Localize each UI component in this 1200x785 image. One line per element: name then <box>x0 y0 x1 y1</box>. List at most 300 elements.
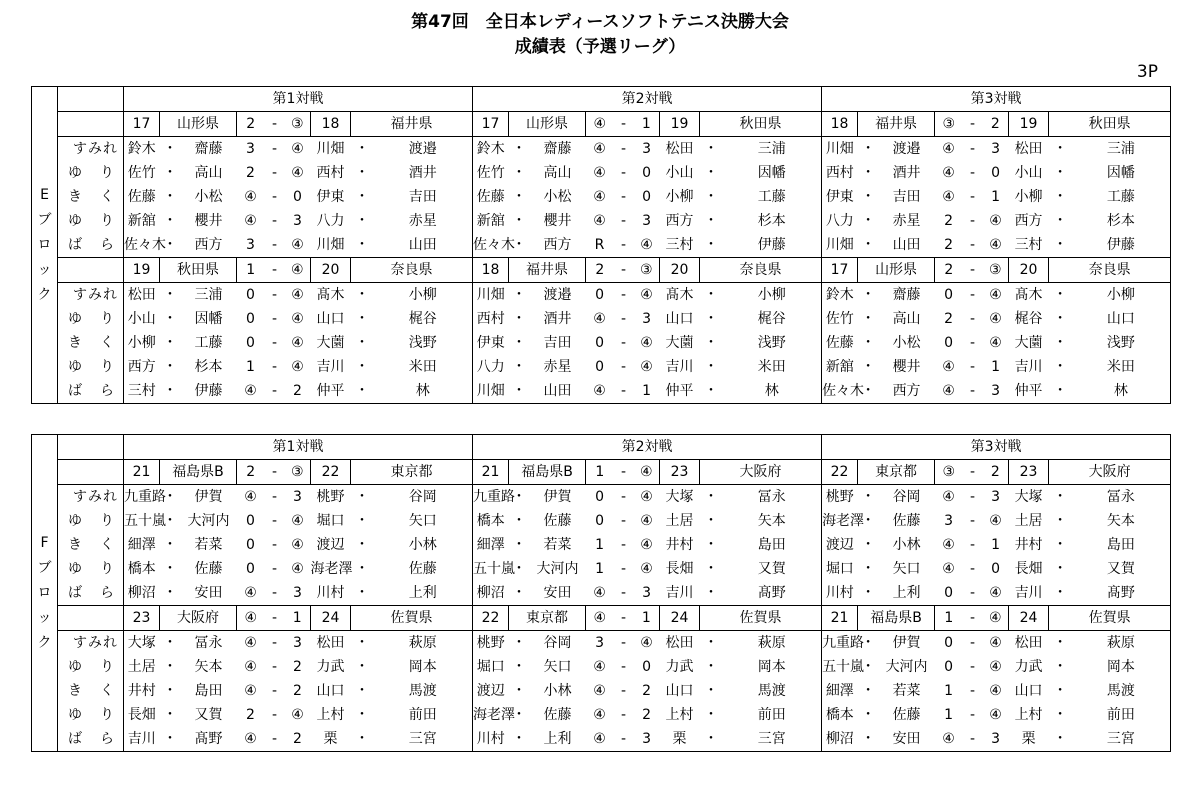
player-name-left-1: 西村 <box>473 307 509 331</box>
team-number-right: 20 <box>311 258 351 283</box>
player-name-left-2: 若菜 <box>194 537 223 553</box>
pair-dot: ・ <box>861 165 876 181</box>
block-label-char: ク <box>37 286 52 303</box>
pair-dot: ・ <box>704 311 719 327</box>
page-subtitle: 成績表（予選リーグ） <box>514 37 686 57</box>
player-row <box>32 379 1171 404</box>
player-name-left-1: 桃野 <box>473 631 509 656</box>
team-number-left: 17 <box>473 112 509 137</box>
team-name-right: 秋田県 <box>1049 112 1171 137</box>
player-name-left-2: 高山 <box>194 165 223 181</box>
position-label: ゆ り <box>58 703 124 727</box>
game-score-left: 2 <box>246 165 255 181</box>
game-score-left: 1 <box>944 683 954 699</box>
player-name-right-1: 山口 <box>665 311 694 327</box>
pair-dot: ・ <box>509 631 530 656</box>
game-score-left: 0 <box>586 283 614 308</box>
player-name-right-1: 伊東 <box>316 189 345 205</box>
position-label: ば ら <box>58 727 124 752</box>
player-name-right-2: 林 <box>374 379 473 404</box>
game-score-right: ④ <box>640 359 653 375</box>
pair-dot: ・ <box>861 311 876 327</box>
team-score-right: 2 <box>983 460 1009 485</box>
game-score-right: ④ <box>291 165 304 181</box>
pair-dot: ・ <box>861 537 876 553</box>
score-dash: - <box>614 460 634 485</box>
game-score-right: ④ <box>983 283 1009 308</box>
pair-dot: ・ <box>700 485 723 510</box>
player-name-right-1: 仲平 <box>311 379 351 404</box>
player-name-right-1: 小柳 <box>665 189 694 205</box>
player-name-left-2: 高山 <box>892 311 921 327</box>
game-score-right: 3 <box>285 581 311 606</box>
player-name-right-1: 小山 <box>665 165 694 181</box>
pair-dot: ・ <box>509 581 530 606</box>
player-row <box>32 533 1171 557</box>
player-name-left-2: 大河内 <box>536 561 579 577</box>
game-score-right: ④ <box>640 561 653 577</box>
pair-dot: ・ <box>700 137 723 162</box>
player-row <box>32 655 1171 679</box>
player-name-right-2: 三宮 <box>723 727 822 752</box>
player-name-left-2: 渡邉 <box>530 283 586 308</box>
score-dash: - <box>621 561 627 577</box>
score-dash: - <box>970 707 976 723</box>
player-name-right-1: 上村 <box>665 707 694 723</box>
score-dash: - <box>621 537 627 553</box>
score-dash: - <box>963 112 983 137</box>
score-dash: - <box>265 379 285 404</box>
pair-dot: ・ <box>861 189 876 205</box>
pair-dot: ・ <box>1049 233 1072 258</box>
pair-dot: ・ <box>1053 659 1068 675</box>
player-name-left-1: 渡辺 <box>822 533 858 557</box>
player-name-right-2: 渡邉 <box>374 137 473 162</box>
score-dash: - <box>970 213 976 229</box>
score-dash: - <box>614 379 634 404</box>
game-score-right: 3 <box>983 485 1009 510</box>
team-number-right: 23 <box>660 460 700 485</box>
player-row <box>32 209 1171 233</box>
player-name-left-1: 渡辺 <box>473 679 509 703</box>
score-dash: - <box>963 258 983 283</box>
game-score-right: ④ <box>291 537 304 553</box>
pair-dot: ・ <box>861 683 876 699</box>
player-name-right-2: 三宮 <box>1072 727 1171 752</box>
pair-dot: ・ <box>1049 727 1072 752</box>
player-name-left-1: 鈴木 <box>473 137 509 162</box>
match-header-row <box>32 606 1171 631</box>
score-dash: - <box>970 513 976 529</box>
game-score-left: 3 <box>586 631 614 656</box>
player-name-right-2: 矢本 <box>723 509 822 533</box>
player-name-right-2: 米田 <box>1072 355 1171 379</box>
player-name-left-2: 齋藤 <box>879 283 935 308</box>
score-dash: - <box>265 233 285 258</box>
player-name-left-1: 新舘 <box>124 209 160 233</box>
game-score-left: ④ <box>942 561 955 577</box>
player-name-right-1: 井村 <box>1014 537 1043 553</box>
pair-dot: ・ <box>163 165 177 181</box>
score-dash: - <box>970 537 976 553</box>
game-score-left: ④ <box>244 189 257 205</box>
player-name-right-1: 栗 <box>660 727 700 752</box>
player-name-right-1: 川畑 <box>311 233 351 258</box>
game-score-left: ④ <box>593 165 606 181</box>
player-name-left-1: 長畑 <box>124 703 160 727</box>
game-score-left: 0 <box>246 335 255 351</box>
team-name-right: 秋田県 <box>700 112 822 137</box>
player-name-left-2: 酒井 <box>543 311 572 327</box>
player-name-right-1: 西方 <box>1014 213 1043 229</box>
player-name-left-1: 五十嵐 <box>822 655 858 679</box>
player-name-left-1: 五十嵐 <box>124 509 160 533</box>
game-score-left: ④ <box>237 485 265 510</box>
pair-dot: ・ <box>160 485 181 510</box>
pair-dot: ・ <box>355 537 369 553</box>
player-name-left-1: 八力 <box>822 209 858 233</box>
score-dash: - <box>621 683 627 699</box>
score-dash: - <box>265 631 285 656</box>
pair-dot: ・ <box>163 707 177 723</box>
team-name-right: 佐賀県 <box>700 606 822 631</box>
pair-dot: ・ <box>1053 189 1068 205</box>
team-number-left: 17 <box>822 258 858 283</box>
pair-dot: ・ <box>512 659 527 675</box>
pair-dot: ・ <box>160 727 181 752</box>
pair-dot: ・ <box>351 727 374 752</box>
player-name-right-2: 米田 <box>374 355 473 379</box>
player-name-right-2: 冨永 <box>723 485 822 510</box>
pair-dot: ・ <box>858 283 879 308</box>
game-score-left: ④ <box>593 683 606 699</box>
player-name-left-2: 冨永 <box>181 631 237 656</box>
player-name-right-1: 海老澤 <box>310 561 353 577</box>
player-name-left-2: 矢口 <box>543 659 572 675</box>
player-name-right-2: 岡本 <box>374 655 473 679</box>
player-name-left-2: 髙野 <box>181 727 237 752</box>
team-name-right: 大阪府 <box>1049 460 1171 485</box>
score-dash: - <box>621 213 627 229</box>
block-label-char: ロ <box>37 584 52 601</box>
score-dash: - <box>614 137 634 162</box>
player-name-left-2: 伊賀 <box>879 631 935 656</box>
player-name-left-2: 櫻井 <box>543 213 572 229</box>
team-number-right: 19 <box>1009 112 1049 137</box>
game-score-left: ④ <box>586 137 614 162</box>
player-name-right-2: 小柳 <box>374 283 473 308</box>
pair-dot: ・ <box>858 233 879 258</box>
player-name-left-2: 又賀 <box>194 707 223 723</box>
player-name-right-1: 力武 <box>1014 659 1043 675</box>
game-score-left: ④ <box>586 581 614 606</box>
game-score-left: ④ <box>935 727 963 752</box>
pair-dot: ・ <box>160 631 181 656</box>
team-name-right: 佐賀県 <box>1049 606 1171 631</box>
pair-dot: ・ <box>1053 359 1068 375</box>
pair-dot: ・ <box>700 631 723 656</box>
game-score-right: 0 <box>991 165 1001 181</box>
pair-dot: ・ <box>163 335 177 351</box>
pair-dot: ・ <box>861 513 876 529</box>
game-score-left: 0 <box>246 537 255 553</box>
team-name-left: 秋田県 <box>160 258 237 283</box>
player-name-left-2: 佐藤 <box>543 707 572 723</box>
pair-dot: ・ <box>351 379 374 404</box>
pair-dot: ・ <box>858 485 879 510</box>
player-name-left-2: 齋藤 <box>181 137 237 162</box>
player-name-right-2: 小柳 <box>723 283 822 308</box>
player-name-right-1: 栗 <box>1009 727 1049 752</box>
pair-dot: ・ <box>512 359 527 375</box>
game-score-right: ④ <box>989 311 1002 327</box>
pair-dot: ・ <box>861 335 876 351</box>
score-dash: - <box>621 189 627 205</box>
player-name-left-1: 吉川 <box>124 727 160 752</box>
score-dash: - <box>271 561 278 577</box>
score-dash: - <box>963 137 983 162</box>
player-name-left-2: 小松 <box>194 189 223 205</box>
player-name-left-1: 細澤 <box>822 679 858 703</box>
pair-dot: ・ <box>704 659 719 675</box>
player-row <box>32 557 1171 581</box>
player-name-right-1: 松田 <box>660 137 700 162</box>
player-name-right-2: 矢口 <box>374 509 473 533</box>
game-score-left: 0 <box>246 561 255 577</box>
score-dash: - <box>970 659 976 675</box>
player-name-left-1: 新舘 <box>473 209 509 233</box>
player-name-left-1: 橋本 <box>124 557 160 581</box>
team-number-left: 18 <box>822 112 858 137</box>
player-name-left-2: 安田 <box>879 727 935 752</box>
team-name-right: 大阪府 <box>700 460 822 485</box>
game-score-right: ④ <box>285 283 311 308</box>
player-name-right-2: 前田 <box>1072 703 1171 727</box>
score-dash: - <box>970 189 976 205</box>
score-dash: - <box>621 335 627 351</box>
player-name-right-1: 吉川 <box>1009 581 1049 606</box>
player-name-right-1: 大薗 <box>665 335 694 351</box>
team-name-left: 東京都 <box>858 460 935 485</box>
player-name-left-1: 橋本 <box>822 703 858 727</box>
score-dash: - <box>614 606 634 631</box>
game-score-left: ④ <box>942 537 955 553</box>
pair-dot: ・ <box>704 707 719 723</box>
player-name-left-1: 松田 <box>124 283 160 308</box>
score-dash: - <box>265 581 285 606</box>
player-name-left-2: 矢本 <box>194 659 223 675</box>
game-score-left: 0 <box>246 513 255 529</box>
game-score-right: 0 <box>642 659 651 675</box>
player-name-left-1: 川畑 <box>822 137 858 162</box>
score-dash: - <box>963 581 983 606</box>
block-label-char: ブ <box>37 211 52 228</box>
game-score-right: 3 <box>293 213 302 229</box>
team-name-left: 福島県B <box>858 606 935 631</box>
score-dash: - <box>271 359 278 375</box>
pair-dot: ・ <box>509 137 530 162</box>
team-score-left: ③ <box>935 460 963 485</box>
player-name-left-2: 西方 <box>181 233 237 258</box>
player-name-left-2: 櫻井 <box>892 359 921 375</box>
score-dash: - <box>970 683 976 699</box>
score-dash: - <box>614 283 634 308</box>
block-label-char: F <box>40 534 49 551</box>
player-name-right-1: 栗 <box>311 727 351 752</box>
player-name-right-2: 梶谷 <box>723 307 822 331</box>
player-row <box>32 185 1171 209</box>
pair-dot: ・ <box>704 359 719 375</box>
team-name-left: 山形県 <box>509 112 586 137</box>
position-label: すみれ <box>58 137 124 162</box>
game-score-left: 1 <box>595 537 604 553</box>
player-name-left-2: 吉田 <box>543 335 572 351</box>
pos-header-blank <box>58 435 124 460</box>
game-score-left: ④ <box>244 683 257 699</box>
game-score-right: 3 <box>634 137 660 162</box>
game-score-left: 2 <box>944 311 954 327</box>
pair-dot: ・ <box>704 683 719 699</box>
player-row <box>32 355 1171 379</box>
score-dash: - <box>271 189 278 205</box>
score-dash: - <box>621 659 627 675</box>
player-name-left-2: 工藤 <box>194 335 223 351</box>
page-title: 第47回 全日本レディースソフトテニス決勝大会 <box>411 12 789 32</box>
game-score-right: 1 <box>634 379 660 404</box>
score-dash: - <box>265 137 285 162</box>
game-score-left: ④ <box>942 359 955 375</box>
position-label: ゆ り <box>58 307 124 331</box>
position-label: ゆ り <box>58 557 124 581</box>
player-name-right-1: 長畑 <box>1014 561 1043 577</box>
team-score-right: ③ <box>285 460 311 485</box>
player-name-right-2: 浅野 <box>723 331 822 355</box>
player-row <box>32 509 1171 533</box>
pair-dot: ・ <box>355 359 369 375</box>
player-name-right-1: 吉川 <box>316 359 345 375</box>
team-score-left: 1 <box>237 258 265 283</box>
game-score-right: 2 <box>642 707 651 723</box>
score-dash: - <box>271 659 278 675</box>
game-score-left: 2 <box>944 213 954 229</box>
team-score-right: 2 <box>983 112 1009 137</box>
game-score-left: 0 <box>595 359 604 375</box>
player-name-left-1: 小山 <box>124 307 160 331</box>
game-score-left: 0 <box>595 513 604 529</box>
player-name-left-1: 伊東 <box>473 331 509 355</box>
pair-dot: ・ <box>861 659 876 675</box>
game-score-left: ④ <box>237 631 265 656</box>
player-name-right-1: 渡辺 <box>316 537 345 553</box>
player-row <box>32 727 1171 752</box>
position-label: ば ら <box>58 379 124 404</box>
game-score-right: ④ <box>291 707 304 723</box>
pair-dot: ・ <box>160 137 181 162</box>
player-name-left-2: 佐藤 <box>194 561 223 577</box>
game-score-right: 0 <box>293 189 302 205</box>
team-number-right: 20 <box>660 258 700 283</box>
game-score-right: ④ <box>989 513 1002 529</box>
score-dash: - <box>963 379 983 404</box>
score-dash: - <box>621 359 627 375</box>
team-score-right: ③ <box>983 258 1009 283</box>
game-score-left: R <box>586 233 614 258</box>
round-header-row <box>32 435 1171 460</box>
player-name-right-1: 川村 <box>311 581 351 606</box>
pair-dot: ・ <box>163 513 177 529</box>
game-score-right: ④ <box>983 233 1009 258</box>
player-name-left-1: 伊東 <box>822 185 858 209</box>
game-score-right: 3 <box>634 581 660 606</box>
player-name-right-2: 酒井 <box>374 161 473 185</box>
game-score-right: 3 <box>642 311 651 327</box>
team-score-left: 2 <box>935 258 963 283</box>
player-name-left-2: 谷岡 <box>530 631 586 656</box>
team-name-left: 山形県 <box>858 258 935 283</box>
pair-dot: ・ <box>861 359 876 375</box>
player-name-left-1: 橋本 <box>473 509 509 533</box>
game-score-right: ④ <box>291 359 304 375</box>
team-name-left: 福島県B <box>160 460 237 485</box>
player-name-left-2: 小松 <box>543 189 572 205</box>
game-score-left: 0 <box>944 659 954 675</box>
game-score-left: 0 <box>586 485 614 510</box>
game-score-right: ④ <box>989 659 1002 675</box>
pair-dot: ・ <box>355 213 369 229</box>
team-number-left: 21 <box>473 460 509 485</box>
pair-dot: ・ <box>704 189 719 205</box>
team-name-left: 福島県B <box>509 460 586 485</box>
pair-dot: ・ <box>512 561 527 577</box>
player-name-right-1: 上村 <box>1014 707 1043 723</box>
pair-dot: ・ <box>355 311 369 327</box>
game-score-right: ④ <box>291 311 304 327</box>
pair-dot: ・ <box>1053 707 1068 723</box>
position-label: ば ら <box>58 233 124 258</box>
score-dash: - <box>614 727 634 752</box>
team-number-right: 18 <box>311 112 351 137</box>
player-name-right-1: 松田 <box>1009 631 1049 656</box>
player-name-left-1: 堀口 <box>473 655 509 679</box>
score-dash: - <box>265 283 285 308</box>
player-name-left-2: 上利 <box>530 727 586 752</box>
game-score-left: ④ <box>942 189 955 205</box>
player-row <box>32 307 1171 331</box>
block-e-table <box>31 86 1171 404</box>
player-name-left-2: 山田 <box>879 233 935 258</box>
score-dash: - <box>614 631 634 656</box>
position-label: き く <box>58 331 124 355</box>
pair-dot: ・ <box>858 379 879 404</box>
team-name-right: 奈良県 <box>700 258 822 283</box>
score-dash: - <box>614 258 634 283</box>
player-name-right-1: 八力 <box>316 213 345 229</box>
player-name-left-1: 小柳 <box>124 331 160 355</box>
pair-dot: ・ <box>355 707 369 723</box>
position-label: ゆ り <box>58 355 124 379</box>
score-dash: - <box>271 513 278 529</box>
player-name-left-1: 佐藤 <box>124 185 160 209</box>
team-score-right: ③ <box>285 112 311 137</box>
page-number: 3P <box>1136 62 1158 82</box>
round-header-row <box>32 87 1171 112</box>
player-name-left-2: 杉本 <box>194 359 223 375</box>
player-name-right-2: 谷岡 <box>374 485 473 510</box>
game-score-right: ④ <box>291 513 304 529</box>
team-score-right: 1 <box>285 606 311 631</box>
team-score-left: 2 <box>237 460 265 485</box>
game-score-right: 2 <box>642 683 651 699</box>
